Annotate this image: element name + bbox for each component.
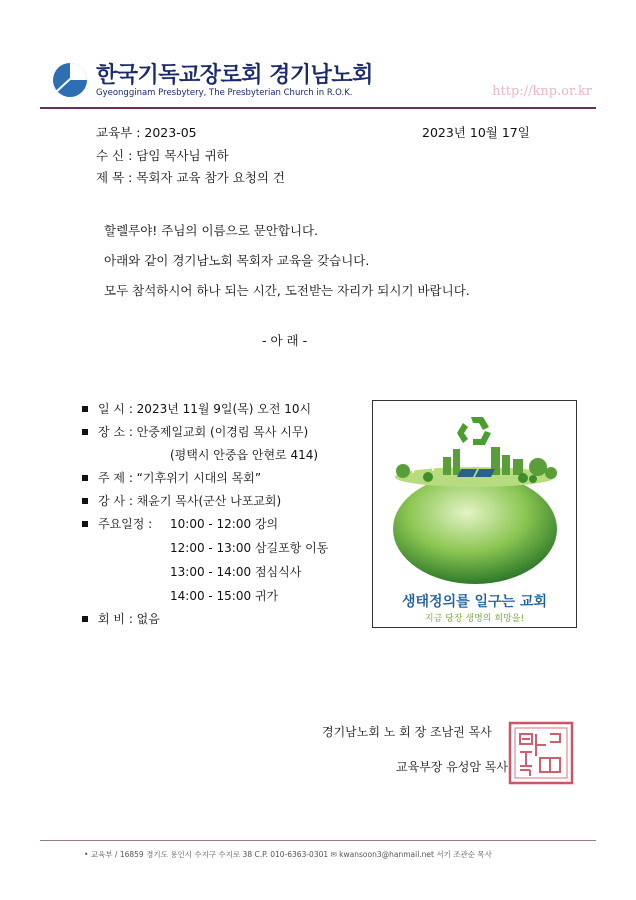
document-number: 교육부 : 2023-05 xyxy=(96,125,197,140)
org-name-english: Gyeongginam Presbytery, The Presbyterian Church in R.O.K. xyxy=(96,88,353,98)
recipient-line: 수 신 : 담임 목사님 귀하 xyxy=(96,148,229,163)
signature-moderator: 경기남노회 노 회 장 조남권 목사 xyxy=(322,725,492,739)
org-name-korean: 한국기독교장로회 경기남노회 xyxy=(96,63,373,88)
subject-line: 제 목 : 목회자 교육 참가 요청의 건 xyxy=(96,170,286,185)
bullet-icon xyxy=(82,429,88,435)
bullet-icon xyxy=(82,616,88,622)
poster-title: 생태정의를 일구는 교회 xyxy=(402,594,547,610)
eco-church-poster xyxy=(372,400,577,628)
detail-fee: 회 비 : 없음 xyxy=(82,610,160,627)
poster-subtitle: 지금 당장 생명의 희망을! xyxy=(424,614,525,624)
bullet-icon xyxy=(82,521,88,527)
official-seal-stamp xyxy=(506,720,576,786)
schedule-item: 13:00 - 14:00 점심식사 xyxy=(170,565,302,579)
bullet-icon xyxy=(82,498,88,504)
website-url: http://knp.or.kr xyxy=(492,84,592,99)
detail-datetime: 일 시 : 2023년 11월 9일(목) 오전 10시 xyxy=(82,400,311,417)
footer-divider xyxy=(40,840,596,841)
green-earth-illustration xyxy=(373,401,577,591)
footer-contact: • 교육부 / 16859 경기도 용인시 수지구 수지로 38 C.P. 010-6363-0301 ✉ kwansoon3@hanmail.net 서기 조관순 목사 xyxy=(84,850,492,859)
presbytery-logo xyxy=(52,62,88,98)
detail-speaker: 강 사 : 채윤기 목사(군산 나포교회) xyxy=(82,492,281,509)
detail-schedule-label: 주요일정 : xyxy=(82,515,152,532)
announcement-paragraph: 아래와 같이 경기남노회 목회자 교육을 갖습니다. xyxy=(104,253,370,268)
schedule-item: 12:00 - 13:00 삼길포항 이동 xyxy=(170,541,329,555)
bullet-icon xyxy=(82,406,88,412)
notice-heading: - 아 래 - xyxy=(262,333,308,348)
detail-theme: 주 제 : “기후위기 시대의 목회” xyxy=(82,469,261,486)
header-divider xyxy=(40,107,596,109)
detail-venue: 장 소 : 안중제일교회 (이경림 목사 시무) xyxy=(82,423,308,440)
schedule-item: 10:00 - 12:00 강의 xyxy=(170,517,279,531)
bullet-icon xyxy=(82,475,88,481)
signature-education-director: 교육부장 유성암 목사 xyxy=(396,760,508,774)
detail-venue-address: (평택시 안중읍 안현로 414) xyxy=(170,448,319,462)
greeting-paragraph: 할렐루야! 주님의 이름으로 문안합니다. xyxy=(104,223,319,238)
schedule-item: 14:00 - 15:00 귀가 xyxy=(170,589,279,603)
document-date: 2023년 10월 17일 xyxy=(422,125,530,140)
request-paragraph: 모두 참석하시어 하나 되는 시간, 도전받는 자리가 되시기 바랍니다. xyxy=(104,283,470,298)
